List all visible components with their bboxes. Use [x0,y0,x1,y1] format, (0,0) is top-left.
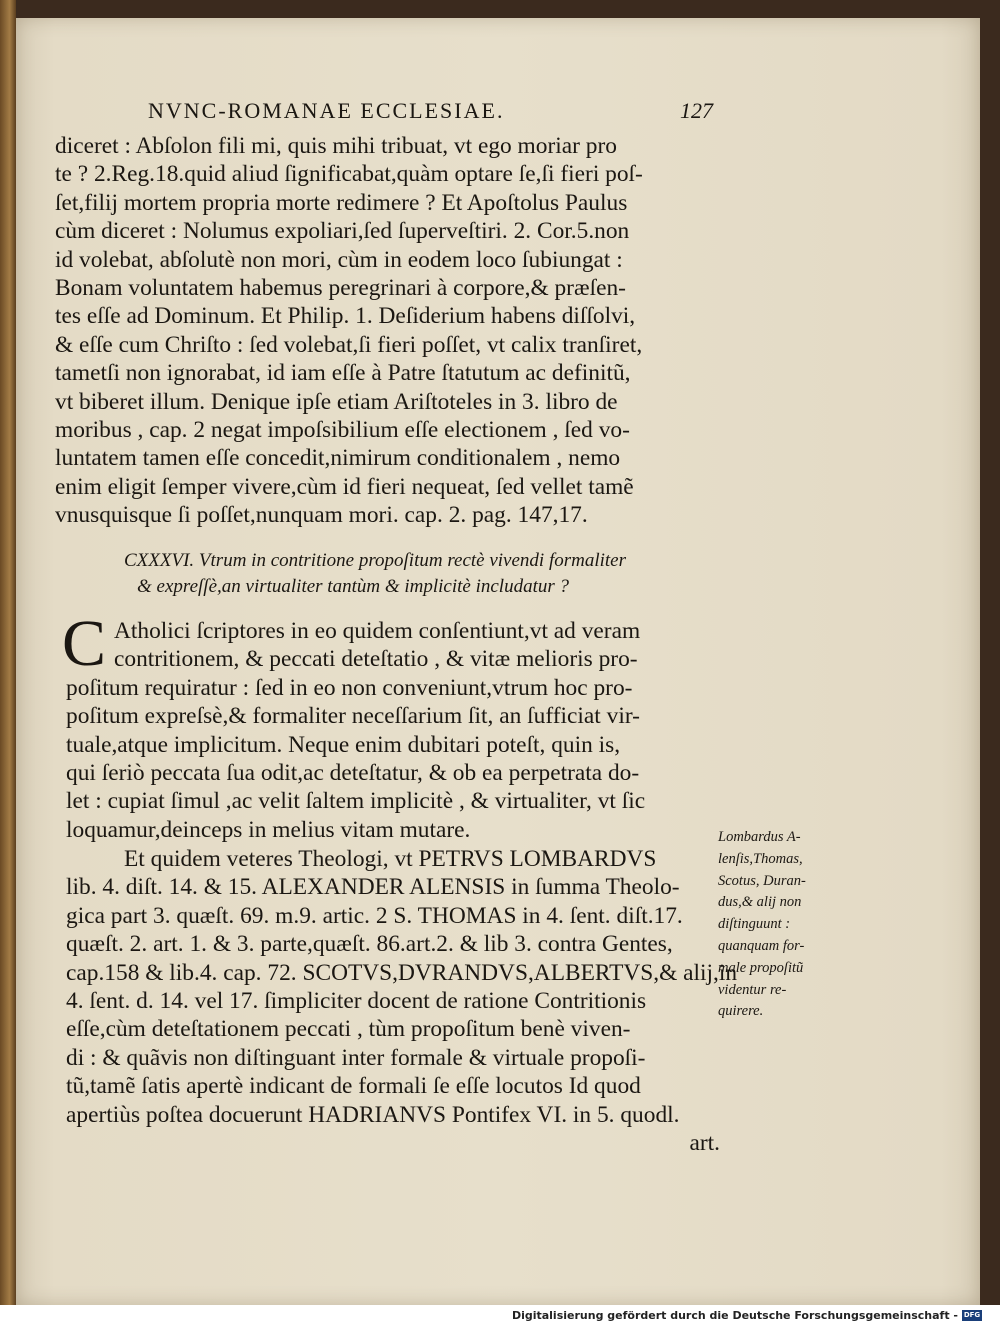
text-line: cap.158 & lib.4. cap. 72. SCOTVS,DVRANDVS,ALBERTVS,& alij,in [66,959,738,986]
text-line: poſitum requiratur : ſed in eo non conveniunt,vtrum hoc pro- [66,674,633,701]
text-line: art. [689,1129,720,1156]
text-line: Et quidem veteres Theologi, vt PETRVS LOMBARDVS [124,846,657,872]
margin-line: videntur re- [718,981,787,998]
text-line: qui ſeriò peccata ſua odit,ac deteſtatur, & ob ea perpetrata do- [66,759,640,786]
text-line: Bonam voluntatem habemus peregrinari à corpore,& præſen- [55,274,626,301]
text-line: tes eſſe ad Dominum. Et Philip. 1. Deſiderium habens diſſolvi, [55,303,636,330]
text-line: enim eligit ſemper vivere,cùm id fieri nequeat, ſed vellet tamẽ [55,473,634,500]
text-line: poſitum expreſsè,& formaliter neceſſarium ſit, an ſufficiat vir- [66,703,640,730]
page-number: 127 [680,98,713,123]
text-line: tũ,tamẽ ſatis apertè indicant de formali ſe eſſe locutos Id quod [66,1073,641,1100]
running-head: NVNC-ROMANAE ECCLESIAE. [148,98,505,123]
paragraph-continued [55,132,715,529]
text-line: di : & quãvis non diſtinguant inter formale & virtuale propoſi- [66,1044,646,1071]
text-line: moribus , cap. 2 negat impoſsibilium eſſe electionem , ſed vo- [55,416,630,443]
dfg-logo: DFG [963,1311,981,1319]
text-line: ſet,filij mortem propria morte redimere ? Et Apoſtolus Paulus [55,189,628,216]
text-line: te ? 2.Reg.18.quid aliud ſignificabat,quàm optare ſe,ſi fieri poſ- [55,161,643,188]
paragraph [66,617,716,844]
margin-line: dus,& alij non [718,894,802,911]
text-line: loquamur,deinceps in melius vitam mutare. [66,816,471,843]
text-line: contritionem, & peccati deteſtatio , & vitæ melioris pro- [114,646,638,673]
text-line: lib. 4. diſt. 14. & 15. ALEXANDER ALENSIS in ſumma Theolo- [66,874,680,901]
text-line: vt biberet illum. Denique ipſe etiam Ariſtoteles in 3. libro de [55,388,618,415]
margin-line: Scotus, Duran- [718,872,806,889]
digitization-footer [0,1305,1000,1326]
text-line: gica part 3. quæſt. 69. m.9. artic. 2 S. THOMAS in 4. ſent. diſt.17. [66,902,683,929]
text-line: tametſi non ignorabat, id iam eſſe à Patre ſtatutum ac definitũ, [55,360,631,387]
heading-line: CXXXVI. Vtrum in contritione propoſitum rectè vivendi formaliter [124,550,627,571]
text-line: tuale,atque implicitum. Neque enim dubitari poteſt, quin is, [66,731,621,758]
funding-credit: Digitalisierung gefördert durch die Deutsche Forschungsgemeinschaft - [511,1309,958,1322]
heading-line: & expreſſè,an virtualiter tantùm & implicitè includatur ? [137,576,570,597]
marginal-note [718,827,848,1023]
margin-line: male propoſitũ [718,959,804,976]
text-line: eſſe,cùm deteſtationem peccati , tùm propoſitum benè viven- [66,1016,631,1043]
text-line: let : cupiat ſimul ,ac velit ſaltem implicitè , & virtualiter, vt ſic [66,788,646,815]
drop-cap-initial: C [62,607,107,680]
text-line: quæſt. 2. art. 1. & 3. parte,quæſt. 86.art.2. & lib 3. contra Gentes, [66,931,673,958]
margin-line: diſtinguunt : [718,916,791,933]
text-line: 4. ſent. d. 14. vel 17. ſimpliciter docent de ratione Contritionis [66,987,647,1014]
margin-line: Lombardus A- [718,829,801,845]
section-heading [124,548,724,600]
paragraph [66,845,738,1157]
margin-line: quirere. [718,1003,764,1020]
text-line: Atholici ſcriptores in eo quidem conſentiunt,vt ad veram [114,618,641,644]
text-line: apertiùs poſtea docuerunt HADRIANVS Pontifex VI. in 5. quodl. [66,1101,680,1128]
text-line: id volebat, abſolutè non mori, cùm in eodem loco ſubiungat : [55,246,623,273]
text-line: & eſſe cum Chriſto : ſed volebat,ſi fieri poſſet, vt calix tranſiret, [55,331,643,358]
text-line: luntatem tamen eſſe concedit,nimirum conditionalem , nemo [55,445,621,472]
text-line: vnusquisque ſi poſſet,nunquam mori. cap. 2. pag. 147,17. [55,502,588,529]
book-spine-edge [0,0,16,1305]
text-line: diceret : Abſolon fili mi, quis mihi tribuat, vt ego moriar pro [55,133,617,159]
margin-line: quanquam for- [718,937,805,954]
margin-line: lenſis,Thomas, [718,850,803,867]
text-line: cùm diceret : Nolumus expoliari,ſed ſuperveſtiri. 2. Cor.5.non [55,218,630,245]
